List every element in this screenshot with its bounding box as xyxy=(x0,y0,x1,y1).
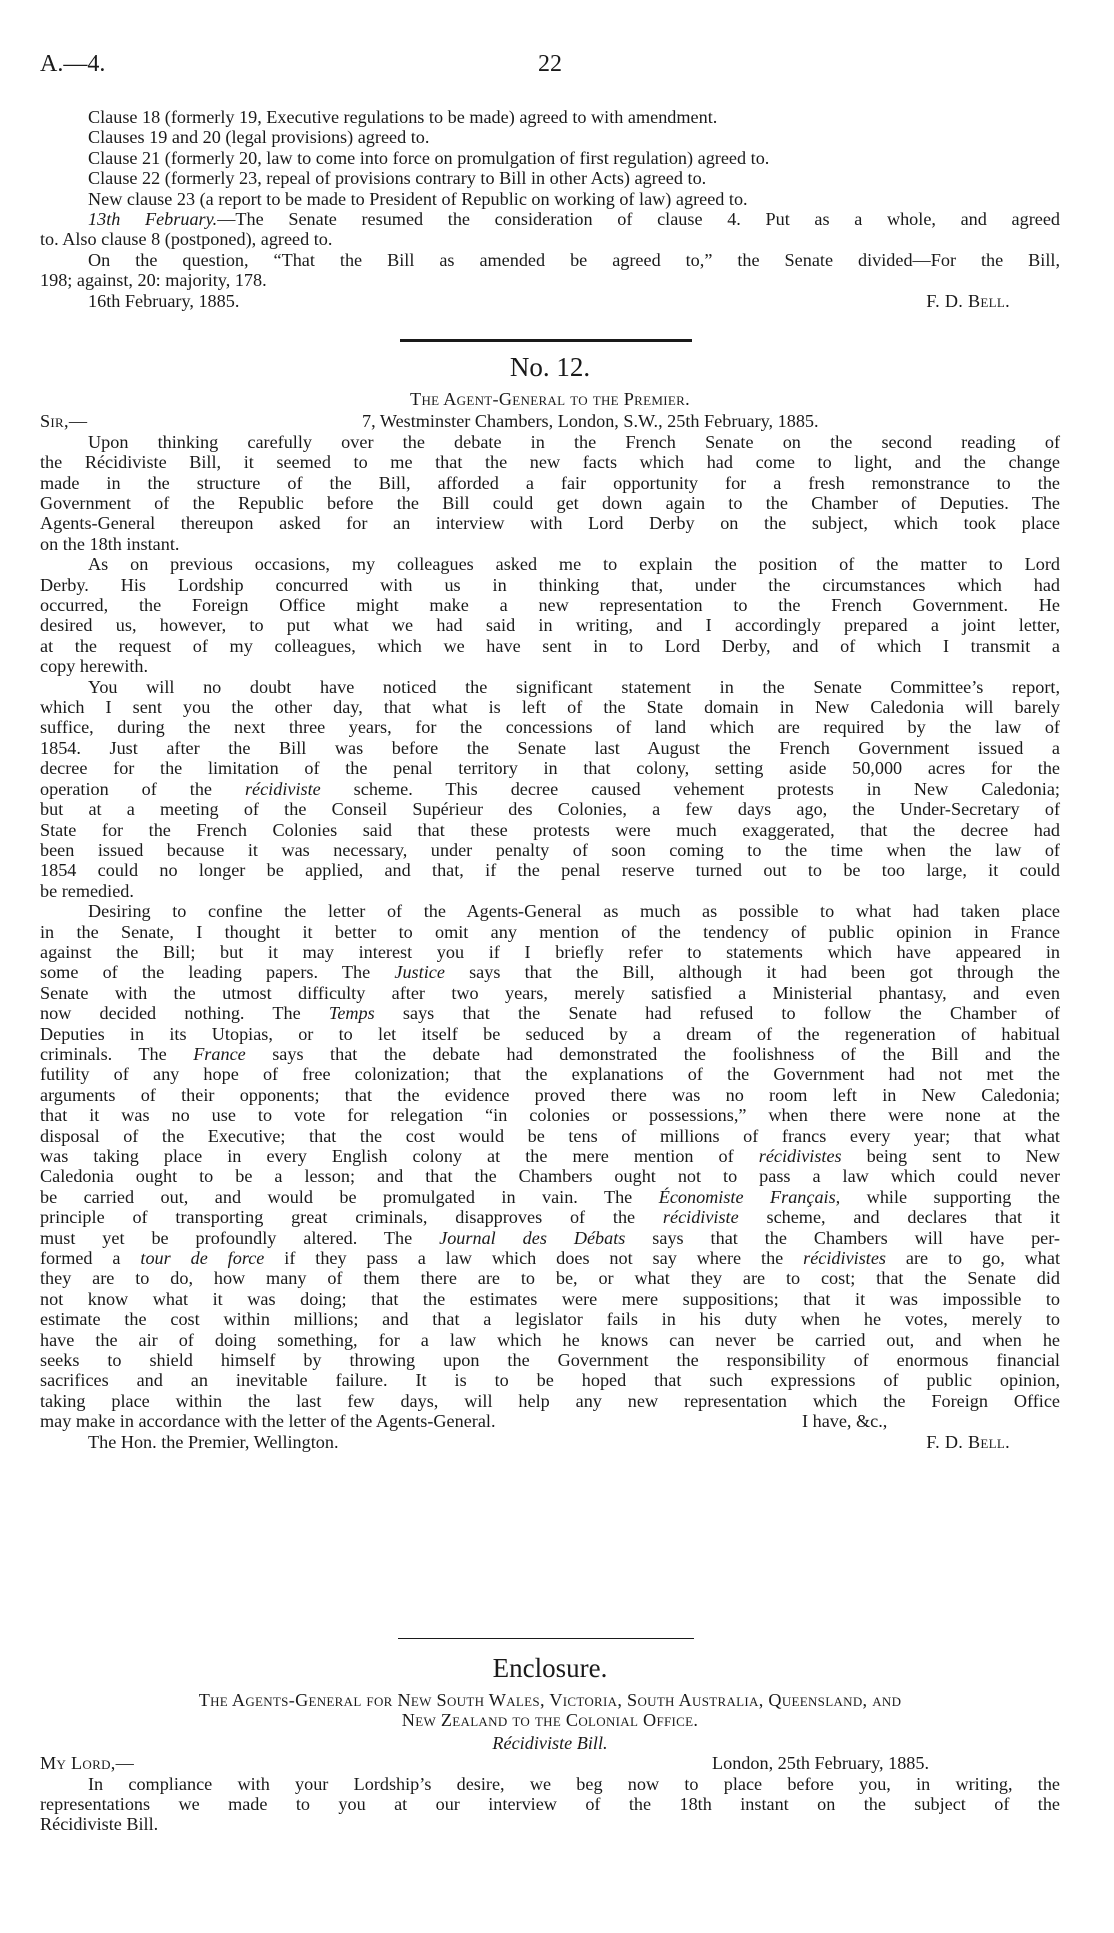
recipient: The Hon. the Premier, Wellington. xyxy=(88,1431,339,1452)
feb-13-date: 13th February. xyxy=(88,209,218,230)
letter-no-12 xyxy=(40,351,1060,1452)
parliamentary-paper-code: A.—4. xyxy=(40,51,106,77)
enclosure-date: London, 25th February, 1885. xyxy=(712,1753,930,1774)
salutation: Sir,— xyxy=(40,411,88,432)
report-date: 16th February, 1885. xyxy=(88,290,240,311)
feb-13-continuation: to. Also clause 8 (postponed), agreed to. xyxy=(40,229,333,250)
division-line: On the question, “That the Bill as amended be agreed to,” the Senate divided—For the Bill, xyxy=(88,249,1060,270)
clause-line: Clause 18 (formerly 19, Executive regulations to be made) agreed to with amendment. xyxy=(88,107,718,127)
clause-line: Clause 22 (formerly 23, repeal of provisions contrary to Bill in other Acts) agreed to. xyxy=(88,168,707,189)
salutation: My Lord,— xyxy=(40,1753,135,1774)
enclosure-heading: The Agents-General for New South Wales, Victoria, South Australia, Queensland, and xyxy=(198,1690,902,1710)
clause-line: Clauses 19 and 20 (legal provisions) agreed to. xyxy=(88,127,430,148)
enclosure-title: Enclosure. xyxy=(492,1653,608,1683)
letter-heading: The Agent-General to the Premier. xyxy=(410,389,690,409)
clause-line: New clause 23 (a report to be made to President of Republic on working of law) agreed to. xyxy=(88,188,748,209)
sender-address: 7, Westminster Chambers, London, S.W., 25th February, 1885. xyxy=(362,411,819,432)
salutation-row xyxy=(40,1753,1060,1773)
page-number: 22 xyxy=(538,51,562,77)
section-divider xyxy=(400,339,692,342)
feb-13-line: 13th February.—The Senate resumed the consideration of clause 4. Put as a whole, and agreed xyxy=(88,209,1060,230)
paragraph: As on previous occasions, my colleagues asked me to explain the position of the matter to Lord Derby. His Lordship concurred with us in thinking that, under the circumstances which had occurred, the Foreign Office might make a new representation to the French Government. He desired us, however, to put what we had said in writing, and I accordingly prepared a joint letter, at the request of my colleagues, which we have sent in to Lord Derby, and of which I transmit a copy herewith. xyxy=(40,554,1060,677)
clause-line: Clause 21 (formerly 20, law to come into force on promulgation of first regulation) agreed to. xyxy=(88,147,770,168)
closing: I have, &c., xyxy=(802,1411,888,1432)
letter-footer xyxy=(40,1432,1060,1452)
dateline xyxy=(40,291,1060,311)
section-divider xyxy=(398,1638,694,1639)
paragraph: Desiring to confine the letter of the Agents-General as much as possible to what had taken place in the Senate, I thought it better to omit any mention of the tendency of public opinion in France against the Bill; but it may interest you if I briefly refer to statements which have appeared in some of the leading papers. The Justice says that the Bill, although it had been got through the Senate with the utmost difficulty after two years, merely satisfied a Ministerial phantasy, and even now decided nothing. The Temps says that the Senate had refused to follow the Chamber of Deputies in its Utopias, or to let itself be seduced by a dream of the regeneration of habitual criminals. The France says that the debate had demonstrated the foolishness of the Bill and the futility of any hope of free colonization; that the explanations of the Government had not met the arguments of their opponents; that the evidence proved there was no room left in New Caledonia; that it was no use to vote for relegation “in colonies or possessions,” when there were none at the disposal of the Executive; that the cost would be tens of millions of francs every year; that what was taking place in every English colony at the mere mention of récidivistes being sent to New Caledonia ought to be a lesson; and that the Chambers ought not to pass a law which could never be carried out, and would be promulgated in vain. The Économiste Français, while supporting the principle of transporting great criminals, disapproves of the récidiviste scheme, and declares that it must yet be profoundly altered. The Journal des Débats says that the Chambers will have per- formed a tour de force if they pass a law which does not say where the récidivistes are to go, what they are to do, how many of them there are to be, or what they are to cost; that the Senate did not know what it was doing; that the estimates were mere suppositions; that it was impossible to estimate the cost within millions; and that a legislator fails in his duty when he votes, merely to have the air of doing something, for a law which he knows can never be carried out, and when he seeks to shield himself by throwing upon the Government the responsibility of enormous financial sacrifices and an inevitable failure. It is to be hoped that such expressions of public opinion, taking place within the last few days, will help any new representation which the Foreign Office may make in accordance with the letter of the Agents-General. I have, &c., xyxy=(40,901,1061,1432)
senate-proceedings-section xyxy=(40,107,1060,311)
signature: F. D. Bell. xyxy=(926,290,1010,311)
enclosure-section: Enclosure. The Agents-General for New South Wales, Victoria, South Australia, Queensland, and New Zealand to the Colonial Office. Récidiviste Bill. My Lord,— London, 25th February, 1885. In compliance with your Lordship’s desire, we beg now to place before you, in writing, the representations we made to you at our interview of the 18th instant on the subject of the Récidiviste Bill. xyxy=(40,1653,1060,1835)
signature: F. D. Bell. xyxy=(926,1431,1010,1452)
division-result-line: 198; against, 20: majority, 178. xyxy=(40,270,267,291)
enclosure-heading-continued: New Zealand to the Colonial Office. xyxy=(401,1710,699,1731)
paragraph: You will no doubt have noticed the significant statement in the Senate Committee’s report, which I sent you the other day, that what is left of the State domain in New Caledonia will barely suffice, during the next three years, for the concessions of land which are required by the law of 1854. Just after the Bill was before the Senate last August the French Government issued a decree for the limitation of the penal territory in that colony, setting aside 50,000 acres for the operation of the récidiviste scheme. This decree caused vehement protests in New Caledonia; but at a meeting of the Conseil Supérieur des Colonies, a few days ago, the Under-Secretary of State for the French Colonies said that these protests were much exaggerated, that the decree had been issued because it was necessary, under penalty of soon coming to the time when the law of 1854 could no longer be applied, and that, if the penal reserve turned out to be too large, it could be remedied. xyxy=(40,676,1060,901)
salutation-row xyxy=(40,411,1060,431)
paragraph: Upon thinking carefully over the debate in the French Senate on the second reading of the Récidiviste Bill, it seemed to me that the new facts which had come to light, and the change made in the structure of the Bill, afforded a fair opportunity for a fresh remonstrance to the Government of the Republic before the Bill could get down again to the Chamber of Deputies. The Agents-General thereupon asked for an interview with Lord Derby on the subject, which took place on the 18th instant. xyxy=(40,431,1060,554)
letter-number: No. 12. xyxy=(509,352,591,382)
enclosure-subject: Récidiviste Bill. xyxy=(492,1732,608,1753)
